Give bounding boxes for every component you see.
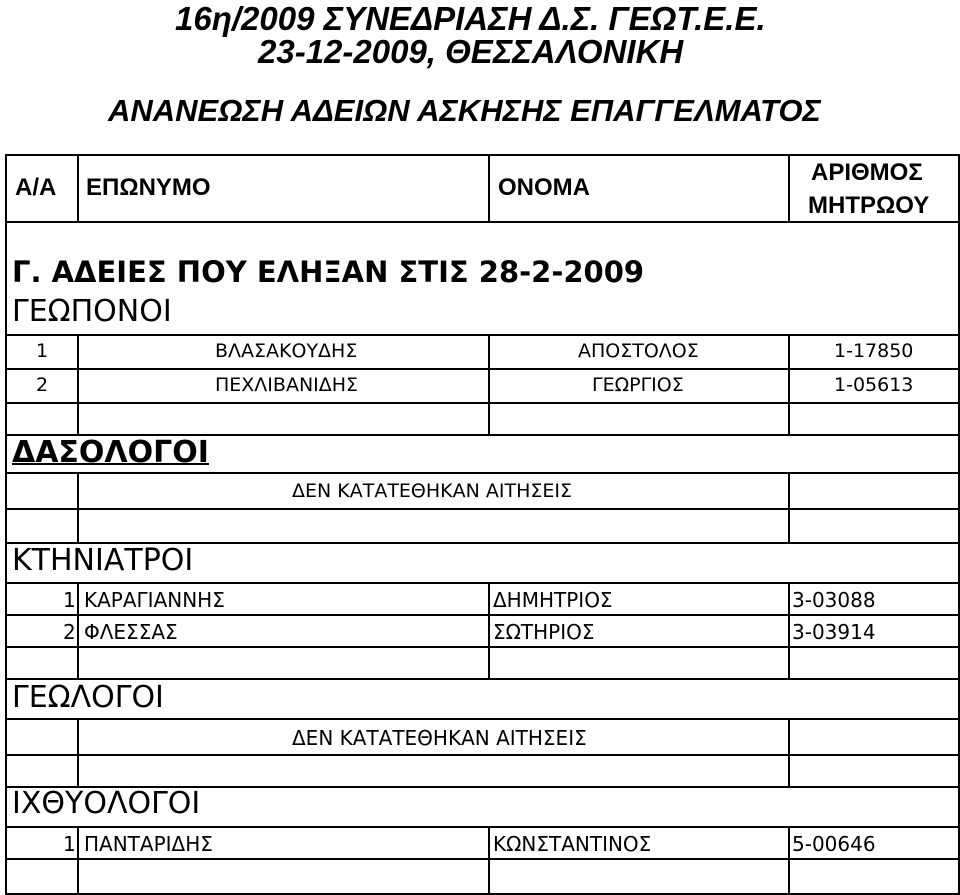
- row-name: ΚΩΝΣΤΑΝΤΙΝΟΣ: [493, 832, 652, 856]
- no-applications-note: ΔΕΝ ΚΑΤΑΤΕΘΗΚΑΝ ΑΙΤΗΣΕΙΣ: [292, 480, 572, 502]
- row-registry: 5-00646: [792, 832, 876, 856]
- category-ktiniatroi: ΚΤΗΝΙΑΤΡΟΙ: [12, 543, 194, 578]
- row-number: 1: [63, 832, 76, 856]
- row-number: 1: [63, 588, 76, 612]
- row-number: 2: [63, 620, 76, 644]
- column-header-number: Α/Α: [15, 174, 57, 201]
- row-surname: ΠΕΧΛΙΒΑΝΙΔΗΣ: [215, 374, 359, 396]
- category-geologoi: ΓΕΩΛΟΓΟΙ: [12, 680, 164, 715]
- category-dasologoi: ΔΑΣΟΛΟΓΟΙ: [12, 435, 209, 470]
- row-name: ΓΕΩΡΓΙΟΣ: [592, 374, 684, 396]
- row-surname: ΦΛΕΣΣΑΣ: [84, 620, 178, 644]
- row-registry: 3-03914: [792, 620, 876, 644]
- row-name: ΣΩΤΗΡΙΟΣ: [493, 620, 595, 644]
- meeting-date-location: 23-12-2009, ΘΕΣΣΑΛΟΝΙΚΗ: [258, 33, 684, 70]
- column-header-registry-line2: ΜΗΤΡΩΟΥ: [808, 192, 930, 219]
- row-registry: 1-05613: [834, 374, 914, 396]
- column-header-surname: ΕΠΩΝΥΜΟ: [86, 174, 211, 201]
- category-geoponoi: ΓΕΩΠΟΝΟΙ: [12, 294, 172, 329]
- meeting-title: 16η/2009 ΣΥΝΕΔΡΙΑΣΗ Δ.Σ. ΓΕΩΤ.Ε.Ε.: [175, 0, 766, 37]
- row-name: ΔΗΜΗΤΡΙΟΣ: [493, 588, 613, 612]
- row-surname: ΒΛΑΣΑΚΟΥΔΗΣ: [215, 340, 358, 362]
- no-applications-note: ΔΕΝ ΚΑΤΑΤΕΘΗΚΑΝ ΑΙΤΗΣΕΙΣ: [292, 726, 587, 750]
- category-ichthyologoi: ΙΧΘΥΟΛΟΓΟΙ: [12, 786, 201, 821]
- row-surname: ΠΑΝΤΑΡΙΔΗΣ: [84, 832, 213, 856]
- row-number: 2: [36, 374, 49, 396]
- row-registry: 1-17850: [834, 340, 914, 362]
- row-name: ΑΠΟΣΤΟΛΟΣ: [578, 340, 699, 362]
- section-title: Γ. ΑΔΕΙΕΣ ΠΟΥ ΕΛΗΞΑΝ ΣΤΙΣ 28-2-2009: [12, 255, 645, 289]
- row-number: 1: [36, 340, 49, 362]
- document-subtitle: ΑΝΑΝΕΩΣΗ ΑΔΕΙΩΝ ΑΣΚΗΣΗΣ ΕΠΑΓΓΕΛΜΑΤΟΣ: [108, 93, 821, 128]
- column-header-name: ΟΝΟΜΑ: [498, 174, 590, 201]
- column-header-registry-line1: ΑΡΙΘΜΟΣ: [811, 159, 923, 186]
- row-surname: ΚΑΡΑΓΙΑΝΝΗΣ: [84, 588, 225, 612]
- row-registry: 3-03088: [792, 588, 876, 612]
